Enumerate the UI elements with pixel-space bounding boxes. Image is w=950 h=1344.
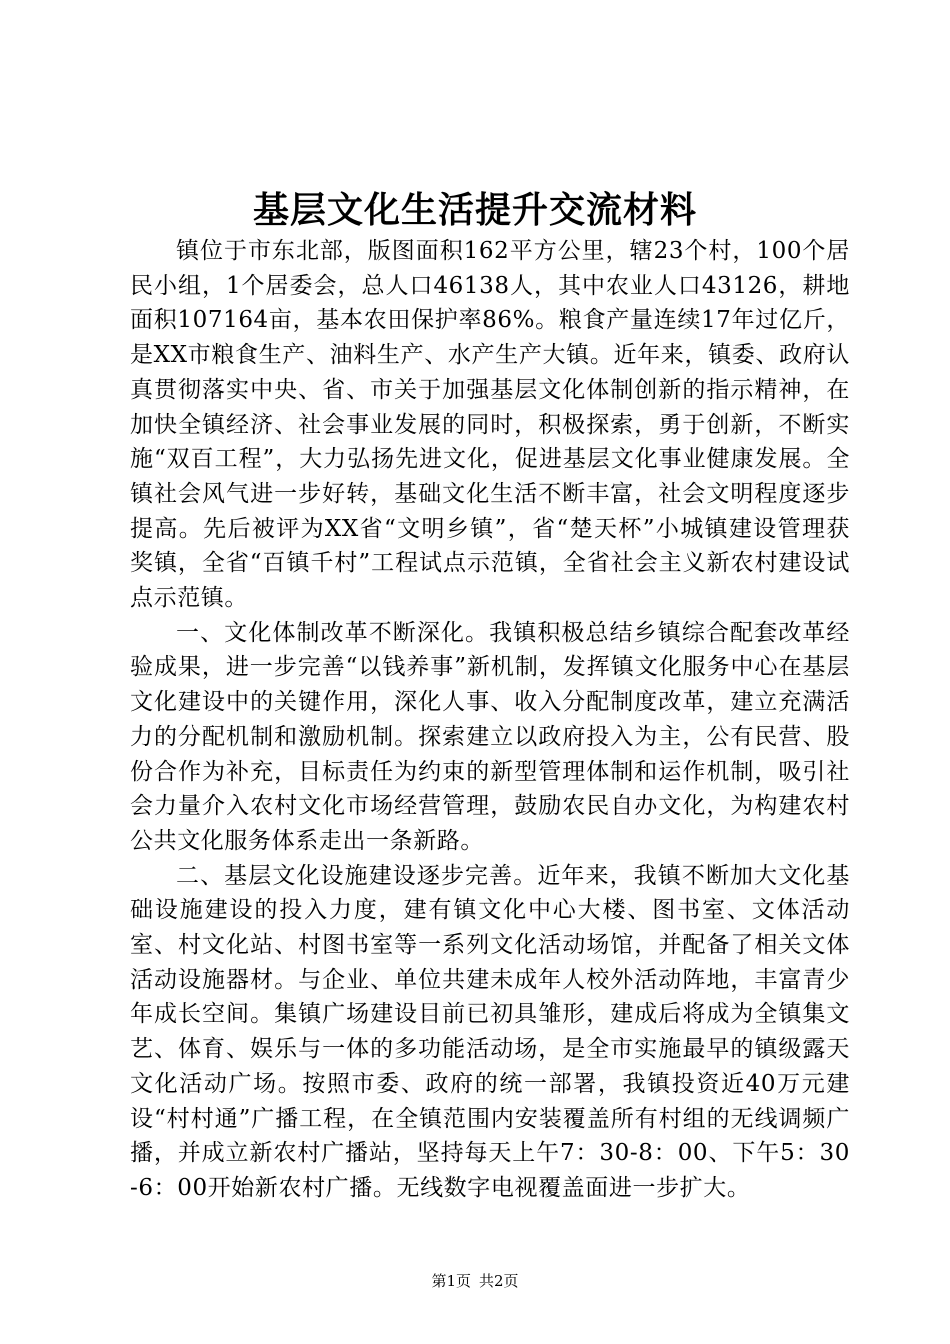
paragraph-section-1: 一、文化体制改革不断深化。我镇积极总结乡镇综合配套改革经验成果，进一步完善“以钱养事”新机制，发挥镇文化服务中心在基层文化建设中的关键作用，深化人事、收入分配制度改革，建立充满活力的分配机制和激励机制。探索建立以政府投入为主，公有民营、股份合作为补充，目标责任为约束的新型管理体制和运作机制，吸引社会力量介入农村文化市场经营管理，鼓励农民自办文化，为构建农村公共文化服务体系走出一条新路。	[130, 619, 850, 854]
page-footer	[0, 1271, 950, 1291]
paragraph-intro: 镇位于市东北部，版图面积162平方公里，辖23个村，100个居民小组，1个居委会，总人口46138人，其中农业人口43126，耕地面积107164亩，基本农田保护率86%。粮食产量连续17年过亿斤，是XX市粮食生产、油料生产、水产生产大镇。近年来，镇委、政府认真贯彻落实中央、省、市关于加强基层文化体制创新的指示精神，在加快全镇经济、社会事业发展的同时，积极探索，勇于创新，不断实施“双百工程”，大力弘扬先进文化，促进基层文化事业健康发展。全镇社会风气进一步好转，基础文化生活不断丰富，社会文明程度逐步提高。先后被评为XX省“文明乡镇”，省“楚天杯”小城镇建设管理获奖镇，全省“百镇千村”工程试点示范镇，全省社会主义新农村建设试点示范镇。	[130, 238, 850, 612]
paragraph-section-2: 二、基层文化设施建设逐步完善。近年来，我镇不断加大文化基础设施建设的投入力度，建有镇文化中心大楼、图书室、文体活动室、村文化站、村图书室等一系列文化活动场馆，并配备了相关文体活动设施器材。与企业、单位共建未成年人校外活动阵地，丰富青少年成长空间。集镇广场建设目前已初具雏形，建成后将成为全镇集文艺、体育、娱乐与一体的多功能活动场，是全市实施最早的镇级露天文化活动广场。按照市委、政府的统一部署，我镇投资近40万元建设“村村通”广播工程，在全镇范围内安装覆盖所有村组的无线调频广播，并成立新农村广播站，坚持每天上午7：30-8：00、下午5：30-6：00开始新农村广播。无线数字电视覆盖面进一步扩大。	[130, 862, 850, 1201]
document-title: 基层文化生活提升交流材料	[252, 189, 697, 231]
page-number-total: 共2页	[479, 1272, 519, 1290]
document-body	[130, 234, 850, 1206]
page-number-current: 第1页	[431, 1272, 471, 1290]
